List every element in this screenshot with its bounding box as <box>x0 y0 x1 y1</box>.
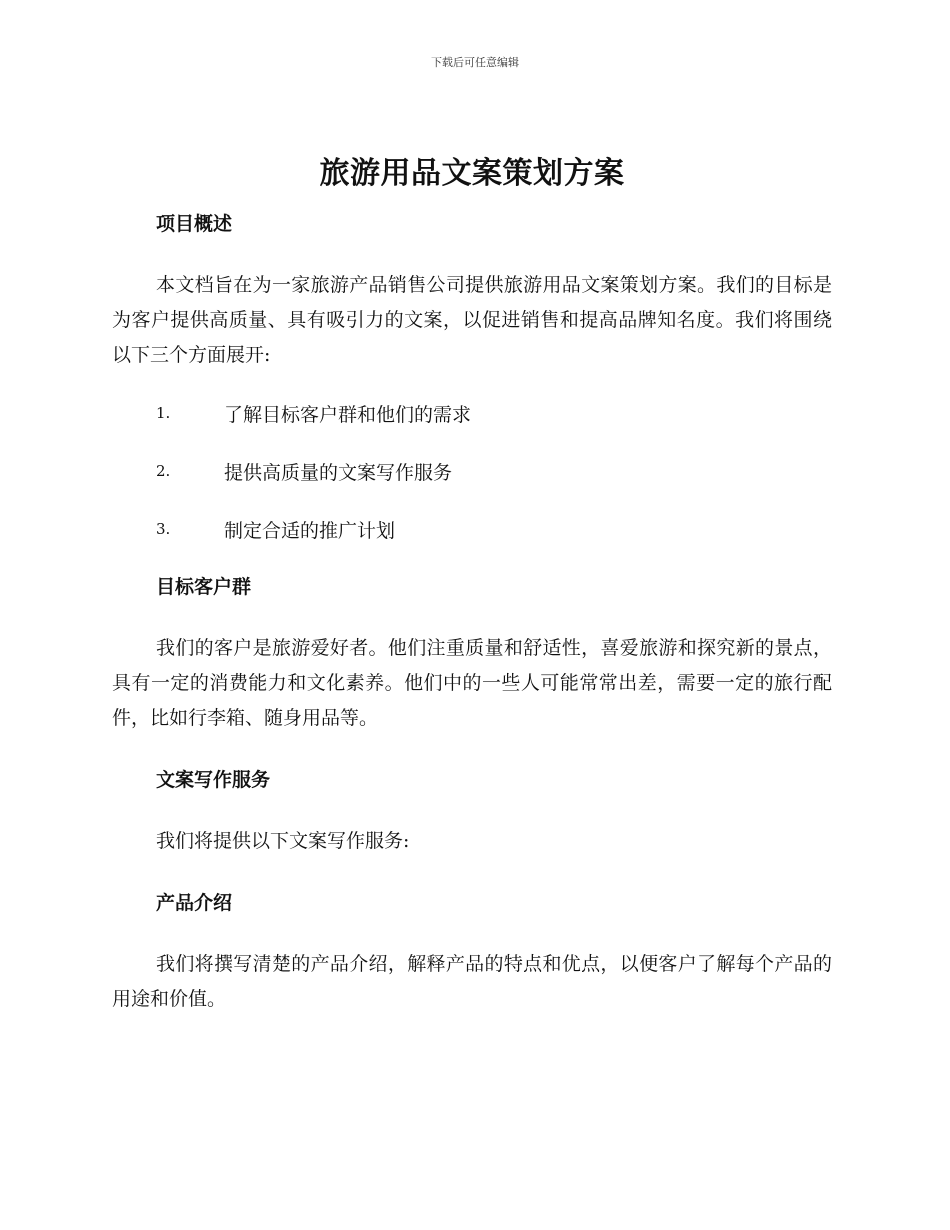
paragraph-overview: 本文档旨在为一家旅游产品销售公司提供旅游用品文案策划方案。我们的目标是为客户提供高质量、具有吸引力的文案，以促进销售和提高品牌知名度。我们将围绕以下三个方面展开: <box>112 274 832 366</box>
paragraph-copywriting-services: 我们将提供以下文案写作服务: <box>156 830 410 852</box>
header-note: 下载后可任意编辑 <box>431 56 519 69</box>
document-title: 旅游用品文案策划方案 <box>319 156 625 191</box>
paragraph-target-customers: 我们的客户是旅游爱好者。他们注重质量和舒适性，喜爱旅游和探究新的景点，具有一定的消费能力和文化素养。他们中的一些人可能常常出差，需要一定的旅行配件，比如行李箱、随身用品等。 <box>112 637 832 729</box>
list-item-text: 制定合适的推广计划 <box>224 519 396 542</box>
document-body <box>112 150 832 1017</box>
section-heading-copywriting-services: 文案写作服务 <box>156 769 271 791</box>
list-item-number: 2. <box>156 462 171 480</box>
section-heading-overview: 项目概述 <box>156 213 233 235</box>
section-heading-product-intro: 产品介绍 <box>156 892 233 914</box>
section-heading-target-customers: 目标客户群 <box>156 576 252 598</box>
list-item <box>112 399 832 427</box>
list-item-number: 3. <box>156 520 171 538</box>
list-item-text: 提供高质量的文案写作服务 <box>224 461 453 484</box>
goals-list <box>112 399 832 543</box>
list-item <box>112 515 832 543</box>
paragraph-product-intro: 我们将撰写清楚的产品介绍，解释产品的特点和优点，以便客户了解每个产品的用途和价值。 <box>112 953 832 1010</box>
list-item-text: 了解目标客户群和他们的需求 <box>224 403 472 426</box>
list-item <box>112 457 832 485</box>
list-item-number: 1. <box>156 404 171 422</box>
